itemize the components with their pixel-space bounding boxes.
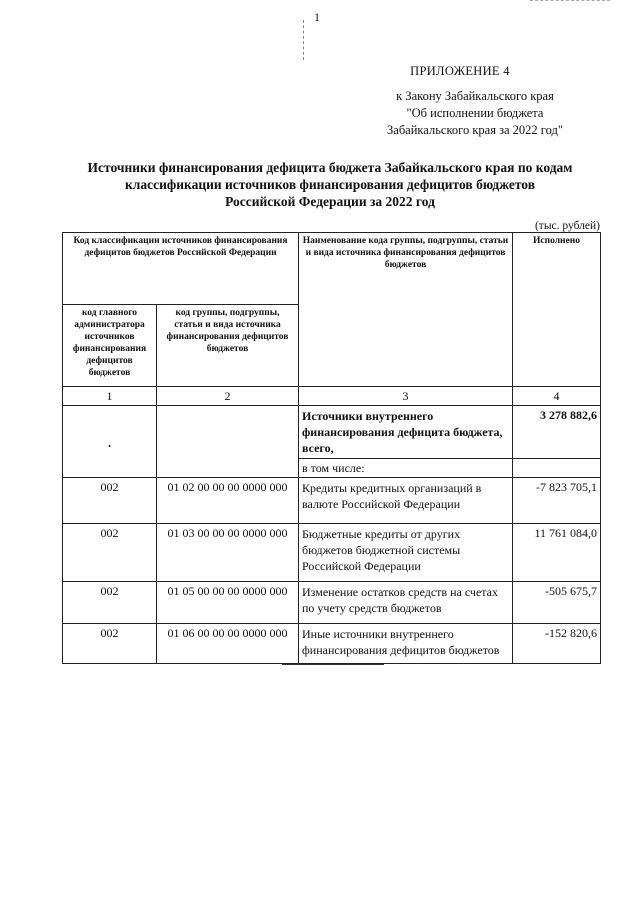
source-code: 01 03 00 00 00 0000 000 (157, 524, 299, 582)
column-number: 3 (299, 387, 513, 406)
source-value: -7 823 705,1 (513, 478, 601, 524)
title-line: классификации источников финансирования дефицитов бюджетов (125, 177, 535, 192)
header-group-code: код группы, подгруппы, статьи и вида источника финансирования дефицитов бюджетов (157, 305, 299, 387)
source-value: 11 761 084,0 (513, 524, 601, 582)
header-classification-code: Код классификации источников финансирования дефицитов бюджетов Российской Федерации (63, 233, 299, 305)
inclusive-label: в том числе: (299, 459, 513, 478)
scan-artifact-vertical (303, 20, 304, 60)
admin-code: 002 (63, 582, 157, 624)
header-name: Наименование кода группы, подгруппы, статьи и вида источника финансирования дефицитов бюджетов (299, 233, 513, 387)
admin-code: 002 (63, 624, 157, 664)
column-number: 1 (63, 387, 157, 406)
source-value: -505 675,7 (513, 582, 601, 624)
admin-code: 002 (63, 524, 157, 582)
total-row-value: 3 278 882,6 (513, 406, 601, 459)
source-code: 01 05 00 00 00 0000 000 (157, 582, 299, 624)
scan-artifact-line (530, 0, 610, 1)
units-label: (тыс. рублей) (534, 220, 600, 232)
source-code: 01 06 00 00 00 0000 000 (157, 624, 299, 664)
total-code-cell (157, 406, 299, 478)
appendix-block (340, 63, 570, 139)
appendix-line: "Об исполнении бюджета (406, 106, 544, 120)
appendix-title: ПРИЛОЖЕНИЕ 4 (410, 64, 510, 78)
inclusive-value-cell (513, 459, 601, 478)
header-executed: Исполнено (513, 233, 601, 387)
end-divider (282, 664, 384, 665)
appendix-line: Забайкальского края за 2022 год" (387, 123, 563, 137)
page-number: 1 (314, 10, 320, 24)
document-title (60, 159, 600, 210)
total-admin-cell: • (63, 406, 157, 478)
total-row-name: Источники внутреннего финансирования дефицита бюджета, всего, (299, 406, 513, 459)
source-name: Изменение остатков средств на счетах по учету средств бюджетов (299, 582, 513, 624)
column-number: 2 (157, 387, 299, 406)
title-line: Источники финансирования дефицита бюджета Забайкальского края по кодам (87, 160, 573, 175)
appendix-line: к Закону Забайкальского края (396, 89, 554, 103)
source-name: Кредиты кредитных организаций в валюте Российской Федерации (299, 478, 513, 524)
source-code: 01 02 00 00 00 0000 000 (157, 478, 299, 524)
sources-table (62, 232, 601, 664)
source-value: -152 820,6 (513, 624, 601, 664)
admin-code: 002 (63, 478, 157, 524)
header-admin-code: код главного администратора источников финансирования дефицитов бюджетов (63, 305, 157, 387)
column-number: 4 (513, 387, 601, 406)
source-name: Бюджетные кредиты от других бюджетов бюджетной системы Российской Федерации (299, 524, 513, 582)
title-line: Российской Федерации за 2022 год (225, 194, 435, 209)
source-name: Иные источники внутреннего финансирования дефицитов бюджетов (299, 624, 513, 664)
